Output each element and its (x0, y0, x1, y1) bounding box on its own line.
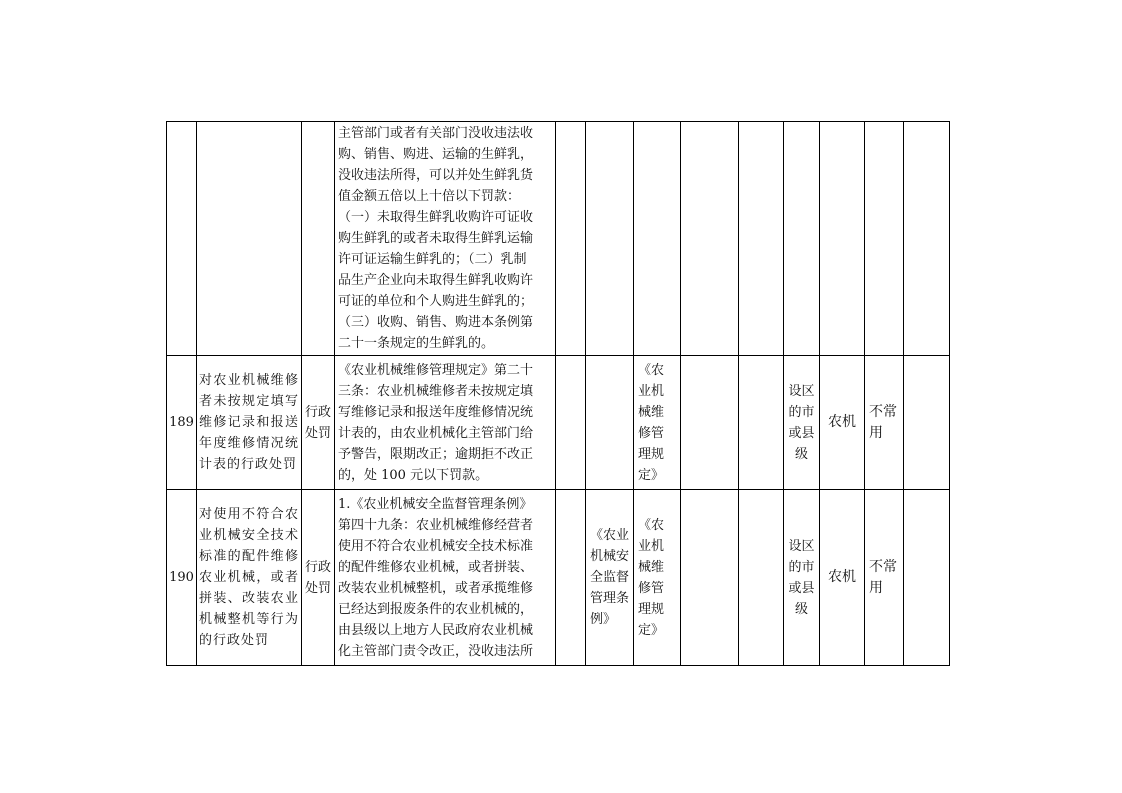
row-number: 190 (167, 490, 197, 666)
cell-empty (556, 490, 586, 666)
enforcement-level: 设区的市或县级 (784, 356, 820, 490)
cell-empty (556, 122, 586, 356)
cell-type (302, 122, 335, 356)
cell-empty (681, 122, 739, 356)
rule-basis: 《农业机械维修管理规定》 (634, 356, 681, 490)
enforcement-table (166, 121, 988, 666)
table-row-189 (167, 356, 988, 490)
usage-frequency: 不常用 (865, 356, 904, 490)
law-basis: 《农业机械安全监督管理条例》 (586, 490, 634, 666)
row-number: 189 (167, 356, 197, 490)
cell-basis (335, 356, 556, 490)
rule-basis: 《农业机械维修管理规定》 (634, 490, 681, 666)
department: 农机 (820, 490, 865, 666)
basis-line: 1.《农业机械安全监督管理条例》 (338, 496, 533, 512)
cell-empty (681, 356, 739, 490)
cell-law (586, 122, 634, 356)
cell-name (197, 122, 302, 356)
basis-line: 第四十九条：农业机械维修经营者 (338, 517, 534, 533)
basis-line: 品生产企业向未取得生鲜乳收购许 (338, 273, 534, 288)
item-name: 对农业机械维修者未按规定填写维修记录和报送年度维修情况统计表的行政处罚 (197, 356, 302, 490)
law-basis (586, 356, 634, 490)
table-row-continuation (167, 122, 988, 356)
basis-line: 的，处 100 元以下罚款。 (338, 467, 489, 483)
basis-line: 值金额五倍以上十倍以下罚款： (338, 189, 521, 204)
department: 农机 (820, 356, 865, 490)
basis-line: 由县级以上地方人民政府农业机械 (338, 622, 534, 638)
cell-basis-continuation (335, 122, 556, 356)
basis-line: 二十一条规定的生鲜乳的。 (338, 336, 495, 351)
cell-freq (865, 122, 904, 356)
basis-line: 改装农业机械整机，或者承揽维修 (338, 580, 534, 596)
cell-num (167, 122, 197, 356)
enforcement-level: 设区的市或县级 (784, 490, 820, 666)
basis-line: 计表的，由农业机械化主管部门给 (338, 425, 534, 441)
cell-empty (681, 490, 739, 666)
basis-line: 没收违法所得，可以并处生鲜乳货 (338, 168, 534, 183)
basis-line: 化主管部门责令改正，没收违法所 (338, 643, 534, 659)
cell-empty (904, 490, 950, 666)
table-row-190 (167, 490, 988, 666)
cell-rule (634, 122, 681, 356)
basis-line: 主管部门或者有关部门没收违法收 (338, 126, 534, 141)
cell-basis (335, 490, 556, 666)
basis-line: 购生鲜乳的或者未取得生鲜乳运输 (338, 231, 534, 246)
basis-line: 使用不符合农业机械安全技术标准 (338, 538, 534, 554)
basis-line: 《农业机械维修管理规定》第二十 (338, 362, 534, 378)
basis-line: 予警告，限期改正；逾期拒不改正 (338, 446, 534, 462)
cell-dept (820, 122, 865, 356)
item-name: 对使用不符合农业机械安全技术标准的配件维修农业机械，或者拼装、改装农业机械整机等行为的行政处罚 (197, 490, 302, 666)
cell-region (784, 122, 820, 356)
usage-frequency: 不常用 (865, 490, 904, 666)
basis-line: 可证的单位和个人购进生鲜乳的； (338, 294, 534, 309)
cell-empty (739, 356, 784, 490)
cell-empty (556, 356, 586, 490)
basis-line: （三）收购、销售、购进本条例第 (338, 315, 534, 330)
item-type: 行政处罚 (302, 490, 335, 666)
cell-empty (739, 122, 784, 356)
basis-line: 写维修记录和报送年度维修情况统 (338, 404, 534, 420)
basis-line: （一）未取得生鲜乳收购许可证收 (338, 210, 534, 225)
cell-empty (904, 356, 950, 490)
cell-empty (904, 122, 950, 356)
cell-empty (739, 490, 784, 666)
basis-line: 许可证运输生鲜乳的；（二）乳制 (338, 252, 527, 267)
basis-line: 购、销售、购进、运输的生鲜乳， (338, 147, 534, 162)
item-type: 行政处罚 (302, 356, 335, 490)
basis-line: 的配件维修农业机械，或者拼装、 (338, 559, 534, 575)
basis-line: 已经达到报废条件的农业机械的， (338, 601, 534, 617)
basis-line: 三条：农业机械维修者未按规定填 (338, 383, 534, 399)
